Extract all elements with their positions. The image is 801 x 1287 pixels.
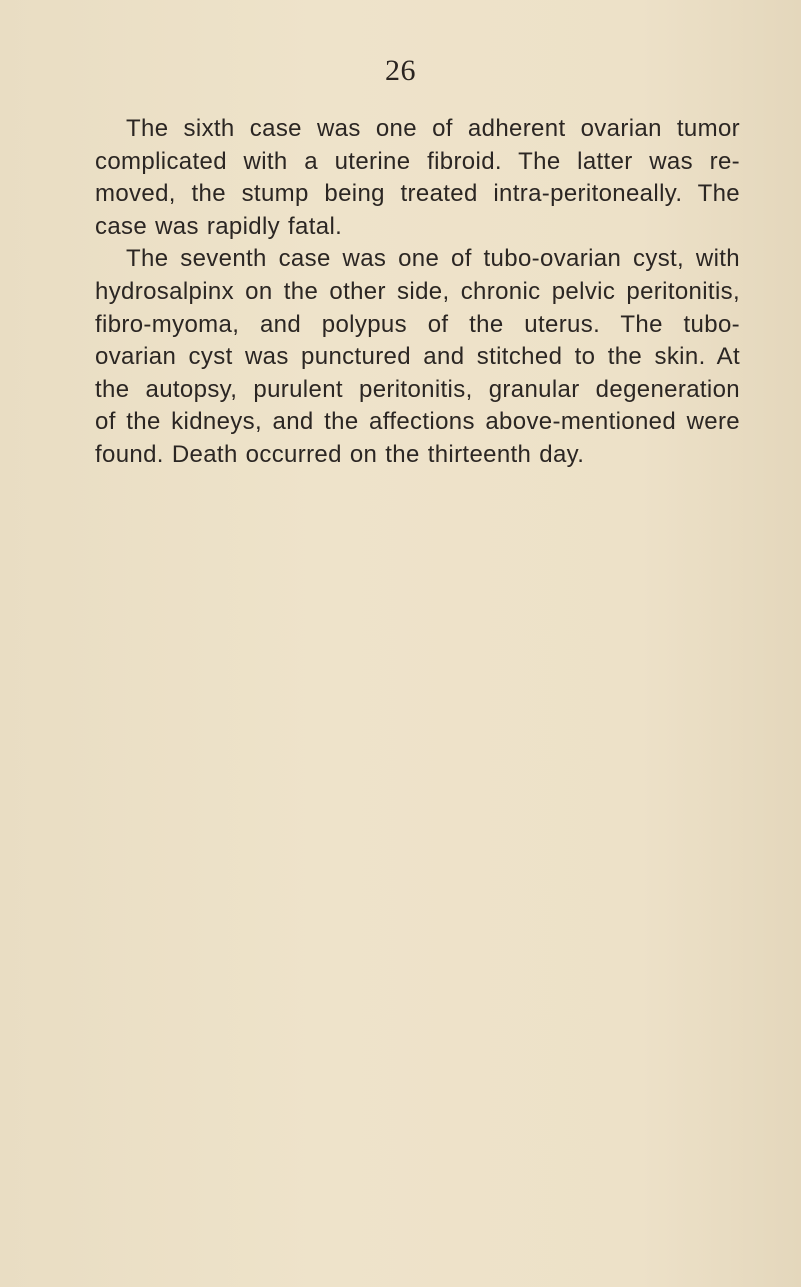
text-line: moved, the stump being treated intra-peritoneally. The <box>95 180 740 208</box>
text-line: The seventh case was one of tubo-ovarian cyst, with <box>126 245 740 273</box>
text-line: complicated with a uterine fibroid. The latter was re- <box>95 147 740 175</box>
text-line: ovarian cyst was punctured and stitched to the skin. At <box>95 343 740 371</box>
text-line: found. Death occurred on the thirteenth day. <box>95 440 585 468</box>
text-line: the autopsy, purulent peritonitis, granular degeneration <box>95 375 740 403</box>
text-line: hydrosalpinx on the other side, chronic pelvic peritonitis, <box>95 277 740 305</box>
text-line: The sixth case was one of adherent ovarian tumor <box>126 115 740 142</box>
text-line: case was rapidly fatal. <box>95 212 343 240</box>
text-line: of the kidneys, and the affections above-mentioned were <box>95 408 740 436</box>
page-number: 26 <box>385 54 416 87</box>
text-line: fibro-myoma, and polypus of the uterus. The tubo- <box>95 310 740 338</box>
body-text <box>64 113 740 472</box>
paragraph-sixth-case <box>64 113 740 243</box>
paragraph-seventh-case <box>64 243 740 471</box>
